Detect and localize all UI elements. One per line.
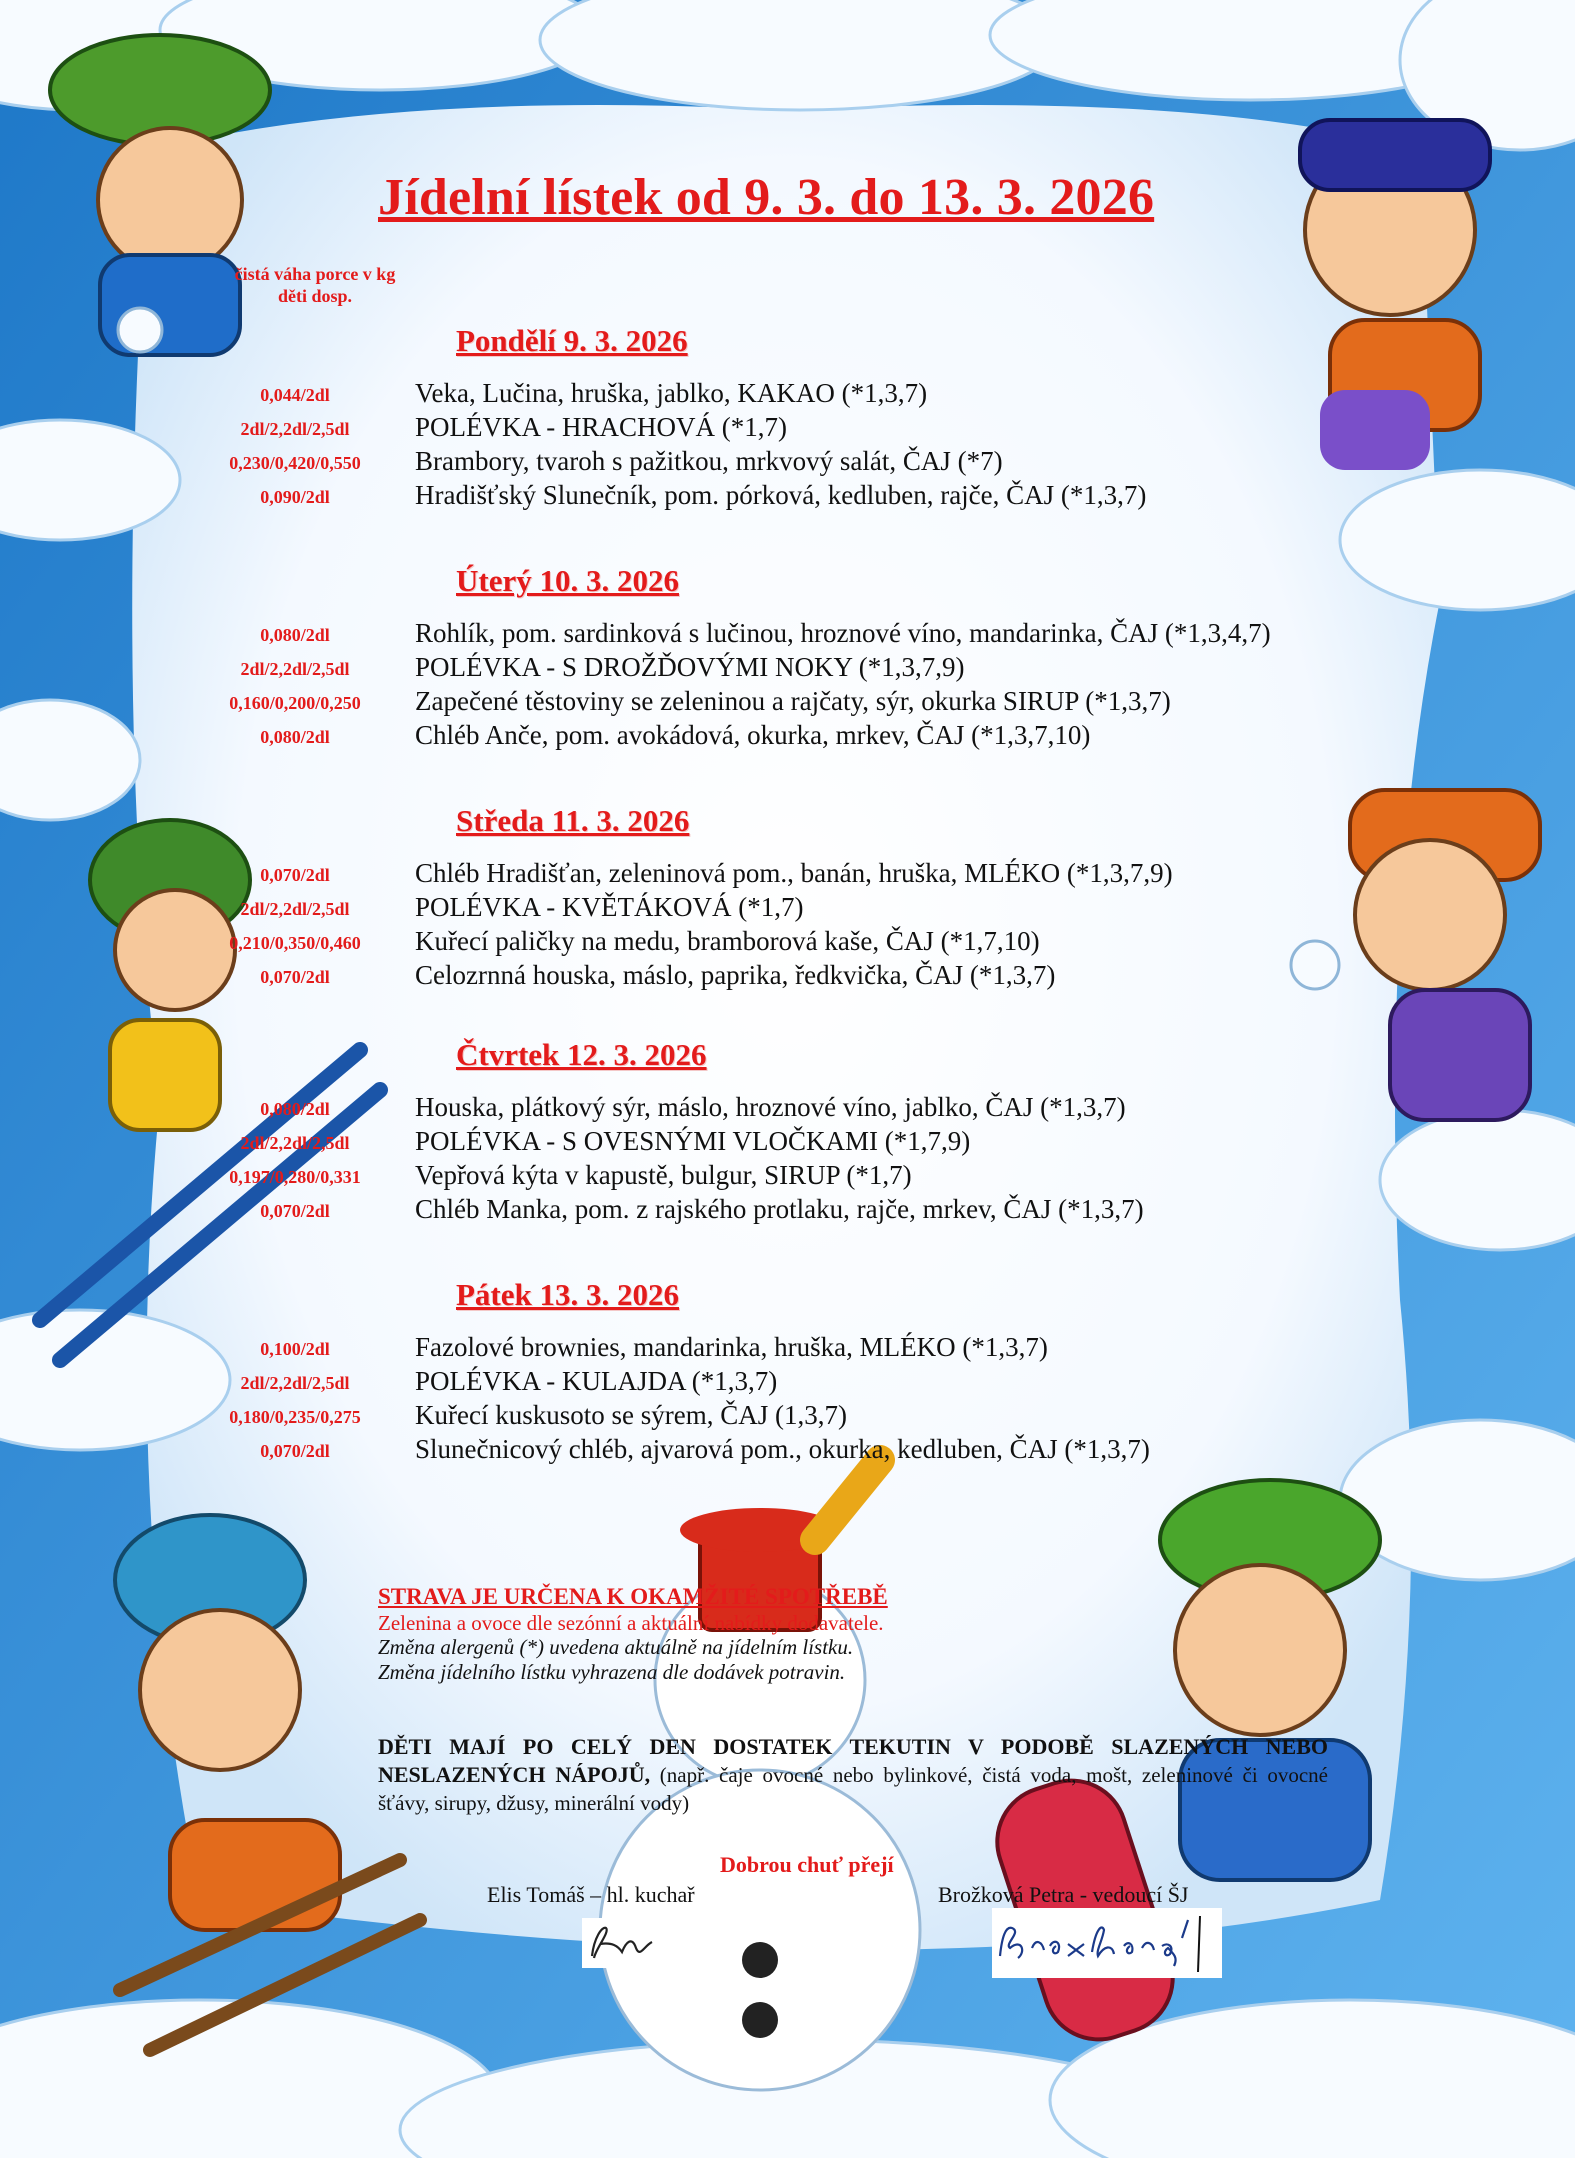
meal-text: Hradišťský Slunečník, pom. pórková, kedluben, rajče, ČAJ (*1,3,7) (415, 480, 1147, 510)
signature-chef-name: Elis Tomáš – hl. kuchař (487, 1882, 695, 1907)
portion-size: 0,230/0,420/0,550 (229, 453, 361, 473)
meal-text: POLÉVKA - S DROŽĎOVÝMI NOKY (*1,3,7,9) (415, 652, 965, 682)
menu-row (0, 858, 1575, 892)
meal-text: Chléb Anče, pom. avokádová, okurka, mrkev, ČAJ (*1,3,7,10) (415, 720, 1091, 750)
portion-size: 2dl/2,2dl/2,5dl (240, 899, 350, 919)
signature-manager-name: Brožková Petra - vedoucí ŠJ (938, 1882, 1189, 1907)
drinks-bold-text: DĚTI MAJÍ PO CELÝ DEN DOSTATEK TEKUTIN V PODOBĚ SLAZENÝCH NEBO NESLAZENÝCH NÁPOJŮ, (378, 1734, 1328, 1787)
meal-text: POLÉVKA - KULAJDA (*1,3,7) (415, 1366, 778, 1396)
portion-size: 2dl/2,2dl/2,5dl (240, 1373, 350, 1393)
menu-row (0, 378, 1575, 412)
portion-size: 0,100/2dl (260, 1339, 330, 1359)
menu-row (0, 720, 1575, 754)
day-title: Středa 11. 3. 2026 (456, 803, 690, 838)
day-title: Pondělí 9. 3. 2026 (456, 323, 688, 358)
portion-size: 0,070/2dl (260, 865, 330, 885)
consumption-warning: STRAVA JE URČENA K OKAMŽITÉ SPOTŘEBĚ (378, 1584, 888, 1609)
portion-size: 0,160/0,200/0,250 (229, 693, 361, 713)
meal-text: Brambory, tvaroh s pažitkou, mrkvový salát, ČAJ (*7) (415, 446, 1003, 476)
day-title: Pátek 13. 3. 2026 (456, 1277, 680, 1312)
notice-allergens: Změna alergenů (*) uvedena aktuálně na jídelním lístku. (378, 1635, 854, 1659)
portion-size: 0,080/2dl (260, 1099, 330, 1119)
menu-row (0, 892, 1575, 926)
menu-row (0, 960, 1575, 994)
menu-row (0, 686, 1575, 720)
meal-text: Fazolové brownies, mandarinka, hruška, MLÉKO (*1,3,7) (415, 1332, 1048, 1362)
meal-text: Houska, plátkový sýr, máslo, hroznové víno, jablko, ČAJ (*1,3,7) (415, 1092, 1126, 1122)
manager-handwritten-signature (992, 1908, 1222, 1978)
portion-size: 0,070/2dl (260, 1441, 330, 1461)
portion-size: 0,070/2dl (260, 1201, 330, 1221)
menu-row (0, 480, 1575, 514)
meal-text: POLÉVKA - HRACHOVÁ (*1,7) (415, 412, 787, 442)
portion-size: 0,090/2dl (260, 487, 330, 507)
meal-text: Kuřecí paličky na medu, bramborová kaše, ČAJ (*1,7,10) (415, 926, 1040, 956)
menu-row (0, 1126, 1575, 1160)
closing-greeting: Dobrou chuť přejí (720, 1852, 894, 1877)
menu-row (0, 1434, 1575, 1468)
meal-text: Rohlík, pom. sardinková s lučinou, hroznové víno, mandarinka, ČAJ (*1,3,4,7) (415, 618, 1271, 648)
portion-size: 2dl/2,2dl/2,5dl (240, 659, 350, 679)
notice-block (378, 1583, 1328, 1685)
day-title: Čtvrtek 12. 3. 2026 (456, 1037, 707, 1072)
meal-text: Celozrnná houska, máslo, paprika, ředkvička, ČAJ (*1,3,7) (415, 960, 1056, 990)
menu-row (0, 1332, 1575, 1366)
chef-handwritten-signature (582, 1918, 666, 1968)
drinks-detail-text: (např. čaje ovocné nebo bylinkové, čistá voda, mošt, zeleninové či ovocné šťávy, sirupy, džusy, minerální vody) (378, 1763, 1328, 1815)
portion-size: 2dl/2,2dl/2,5dl (240, 1133, 350, 1153)
portion-size: 0,070/2dl (260, 967, 330, 987)
meal-text: Chléb Hradišťan, zeleninová pom., banán, hruška, MLÉKO (*1,3,7,9) (415, 858, 1173, 888)
page-title: Jídelní lístek od 9. 3. do 13. 3. 2026 (378, 169, 1155, 226)
menu-row (0, 1400, 1575, 1434)
menu-row (0, 1194, 1575, 1228)
meal-text: Veka, Lučina, hruška, jablko, KAKAO (*1,3,7) (415, 378, 928, 408)
meal-text: Zapečené těstoviny se zeleninou a rajčaty, sýr, okurka SIRUP (*1,3,7) (415, 686, 1171, 716)
menu-row (0, 618, 1575, 652)
menu-row (0, 446, 1575, 480)
portion-size: 0,080/2dl (260, 625, 330, 645)
portion-size: 0,080/2dl (260, 727, 330, 747)
meal-text: Slunečnicový chléb, ajvarová pom., okurka, kedluben, ČAJ (*1,3,7) (415, 1434, 1150, 1464)
portion-header-line2: děti dosp. (277, 286, 353, 306)
notice-seasonal-produce: Zelenina a ovoce dle sezónní a aktuální nabídky dodavatele. (378, 1611, 884, 1635)
meal-text: Vepřová kýta v kapustě, bulgur, SIRUP (*1,7) (415, 1160, 912, 1190)
menu-row (0, 412, 1575, 446)
menu-row (0, 1160, 1575, 1194)
meal-text: POLÉVKA - KVĚTÁKOVÁ (*1,7) (415, 892, 804, 922)
menu-row (0, 1366, 1575, 1400)
day-title: Úterý 10. 3. 2026 (456, 563, 679, 598)
meal-text: POLÉVKA - S OVESNÝMI VLOČKAMI (*1,7,9) (415, 1126, 971, 1156)
drinks-paragraph (378, 1733, 1328, 1817)
portion-size: 0,180/0,235/0,275 (229, 1407, 361, 1427)
portion-size: 0,210/0,350/0,460 (229, 933, 361, 953)
menu-row (0, 926, 1575, 960)
meal-text: Kuřecí kuskusoto se sýrem, ČAJ (1,3,7) (415, 1400, 847, 1430)
portion-size: 0,197/0,280/0,331 (229, 1167, 361, 1187)
menu-row (0, 1092, 1575, 1126)
portion-size: 2dl/2,2dl/2,5dl (240, 419, 350, 439)
menu-row (0, 652, 1575, 686)
portion-column-header (210, 263, 420, 307)
portion-size: 0,044/2dl (260, 385, 330, 405)
portion-header-line1: čistá váha porce v kg (234, 264, 396, 284)
notice-menu-changes: Změna jídelního lístku vyhrazena dle dodávek potravin. (378, 1660, 846, 1684)
meal-text: Chléb Manka, pom. z rajského protlaku, rajče, mrkev, ČAJ (*1,3,7) (415, 1194, 1144, 1224)
